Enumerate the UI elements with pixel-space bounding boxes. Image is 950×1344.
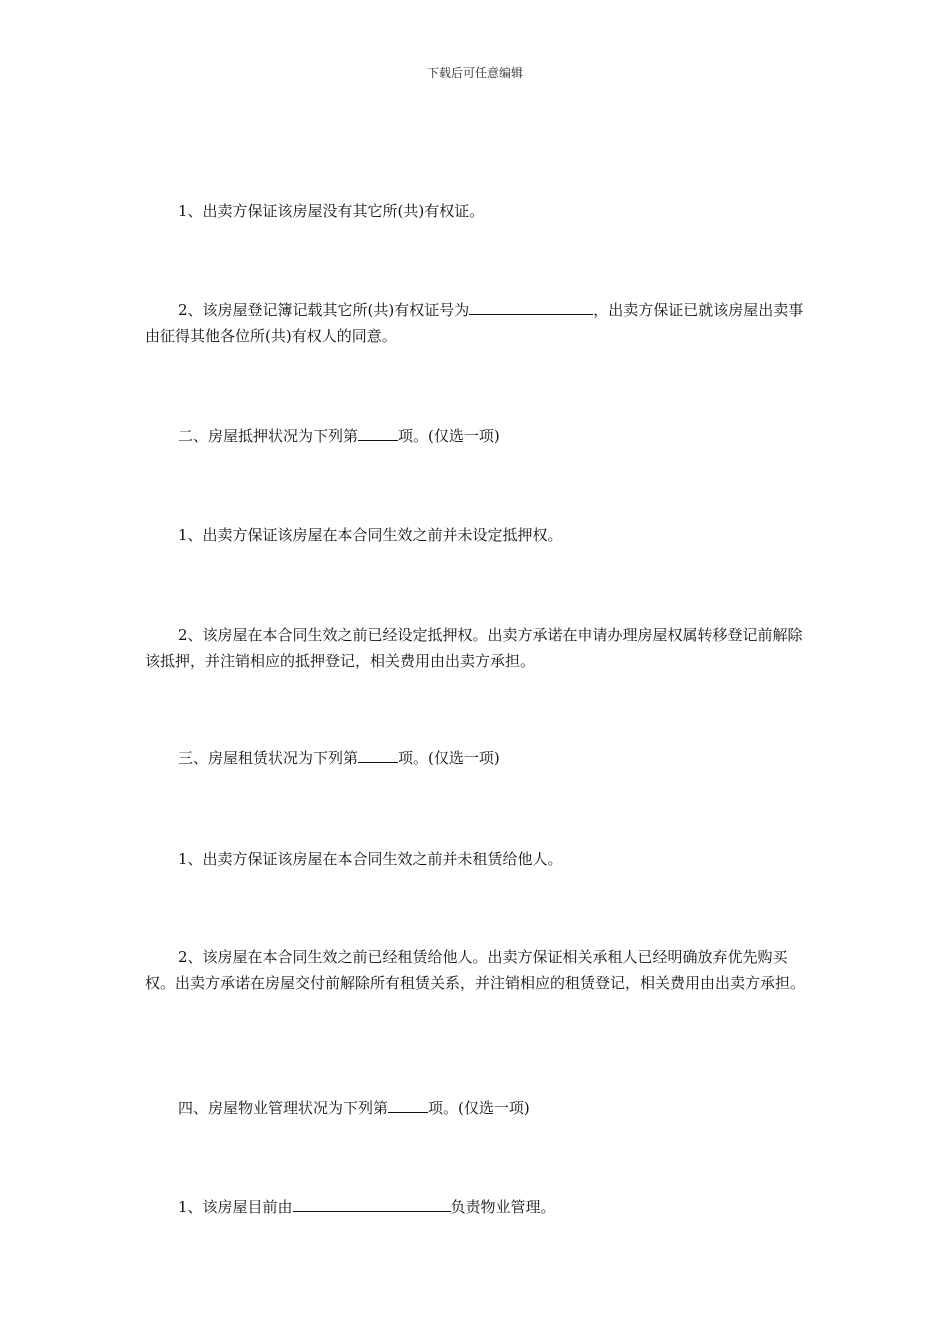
page-header: 下载后可任意编辑 <box>426 66 523 80</box>
section-heading-text: 项。(仅选一项) <box>398 427 500 445</box>
clause-text: 2、该房屋在本合同生效之前已经设定抵押权。出卖方承诺在申请办理房屋权属转移登记前解除该抵押，并注销相应的抵押登记，相关费用由出卖方承担。 <box>145 626 803 670</box>
clause-2-other-certificates <box>145 297 805 349</box>
clause-text: 负责物业管理。 <box>450 1198 556 1216</box>
clause-text: 1、出卖方保证该房屋在本合同生效之前并未设定抵押权。 <box>178 526 563 544</box>
section-2-mortgage-heading <box>145 423 805 449</box>
certificate-number-blank[interactable] <box>469 298 593 315</box>
section-heading-text: 项。(仅选一项) <box>428 1099 530 1117</box>
lease-option-blank[interactable] <box>358 746 398 763</box>
clause-text: ，出卖方保证已就该房屋出卖事由征得其他各位所(共)有权人的同意。 <box>145 301 804 345</box>
clause-text: 1、出卖方保证该房屋在本合同生效之前并未租赁给他人。 <box>178 850 563 868</box>
mortgage-clause-1 <box>145 522 805 548</box>
clause-text: 1、该房屋目前由 <box>178 1198 293 1216</box>
mortgage-clause-2 <box>145 622 805 674</box>
mortgage-option-blank[interactable] <box>358 424 398 441</box>
clause-text: 2、该房屋在本合同生效之前已经租赁给他人。出卖方保证相关承租人已经明确放弃优先购买权。出卖方承诺在房屋交付前解除所有租赁关系，并注销相应的租赁登记，相关费用由出卖方承担。 <box>145 948 806 992</box>
section-4-property-management-heading <box>145 1095 805 1121</box>
property-management-clause-1 <box>145 1194 805 1220</box>
property-management-option-blank[interactable] <box>388 1096 428 1113</box>
section-heading-text: 项。(仅选一项) <box>398 749 500 767</box>
lease-clause-2 <box>145 944 805 996</box>
clause-text: 2、该房屋登记簿记载其它所(共)有权证号为 <box>178 301 470 319</box>
clause-text: 1、出卖方保证该房屋没有其它所(共)有权证。 <box>178 202 485 220</box>
section-heading-text: 四、房屋物业管理状况为下列第 <box>178 1099 389 1117</box>
property-manager-blank[interactable] <box>293 1195 451 1212</box>
section-heading-text: 二、房屋抵押状况为下列第 <box>178 427 359 445</box>
clause-1-no-other-certificates <box>145 198 805 224</box>
section-3-lease-heading <box>145 745 805 771</box>
lease-clause-1 <box>145 846 805 872</box>
section-heading-text: 三、房屋租赁状况为下列第 <box>178 749 359 767</box>
